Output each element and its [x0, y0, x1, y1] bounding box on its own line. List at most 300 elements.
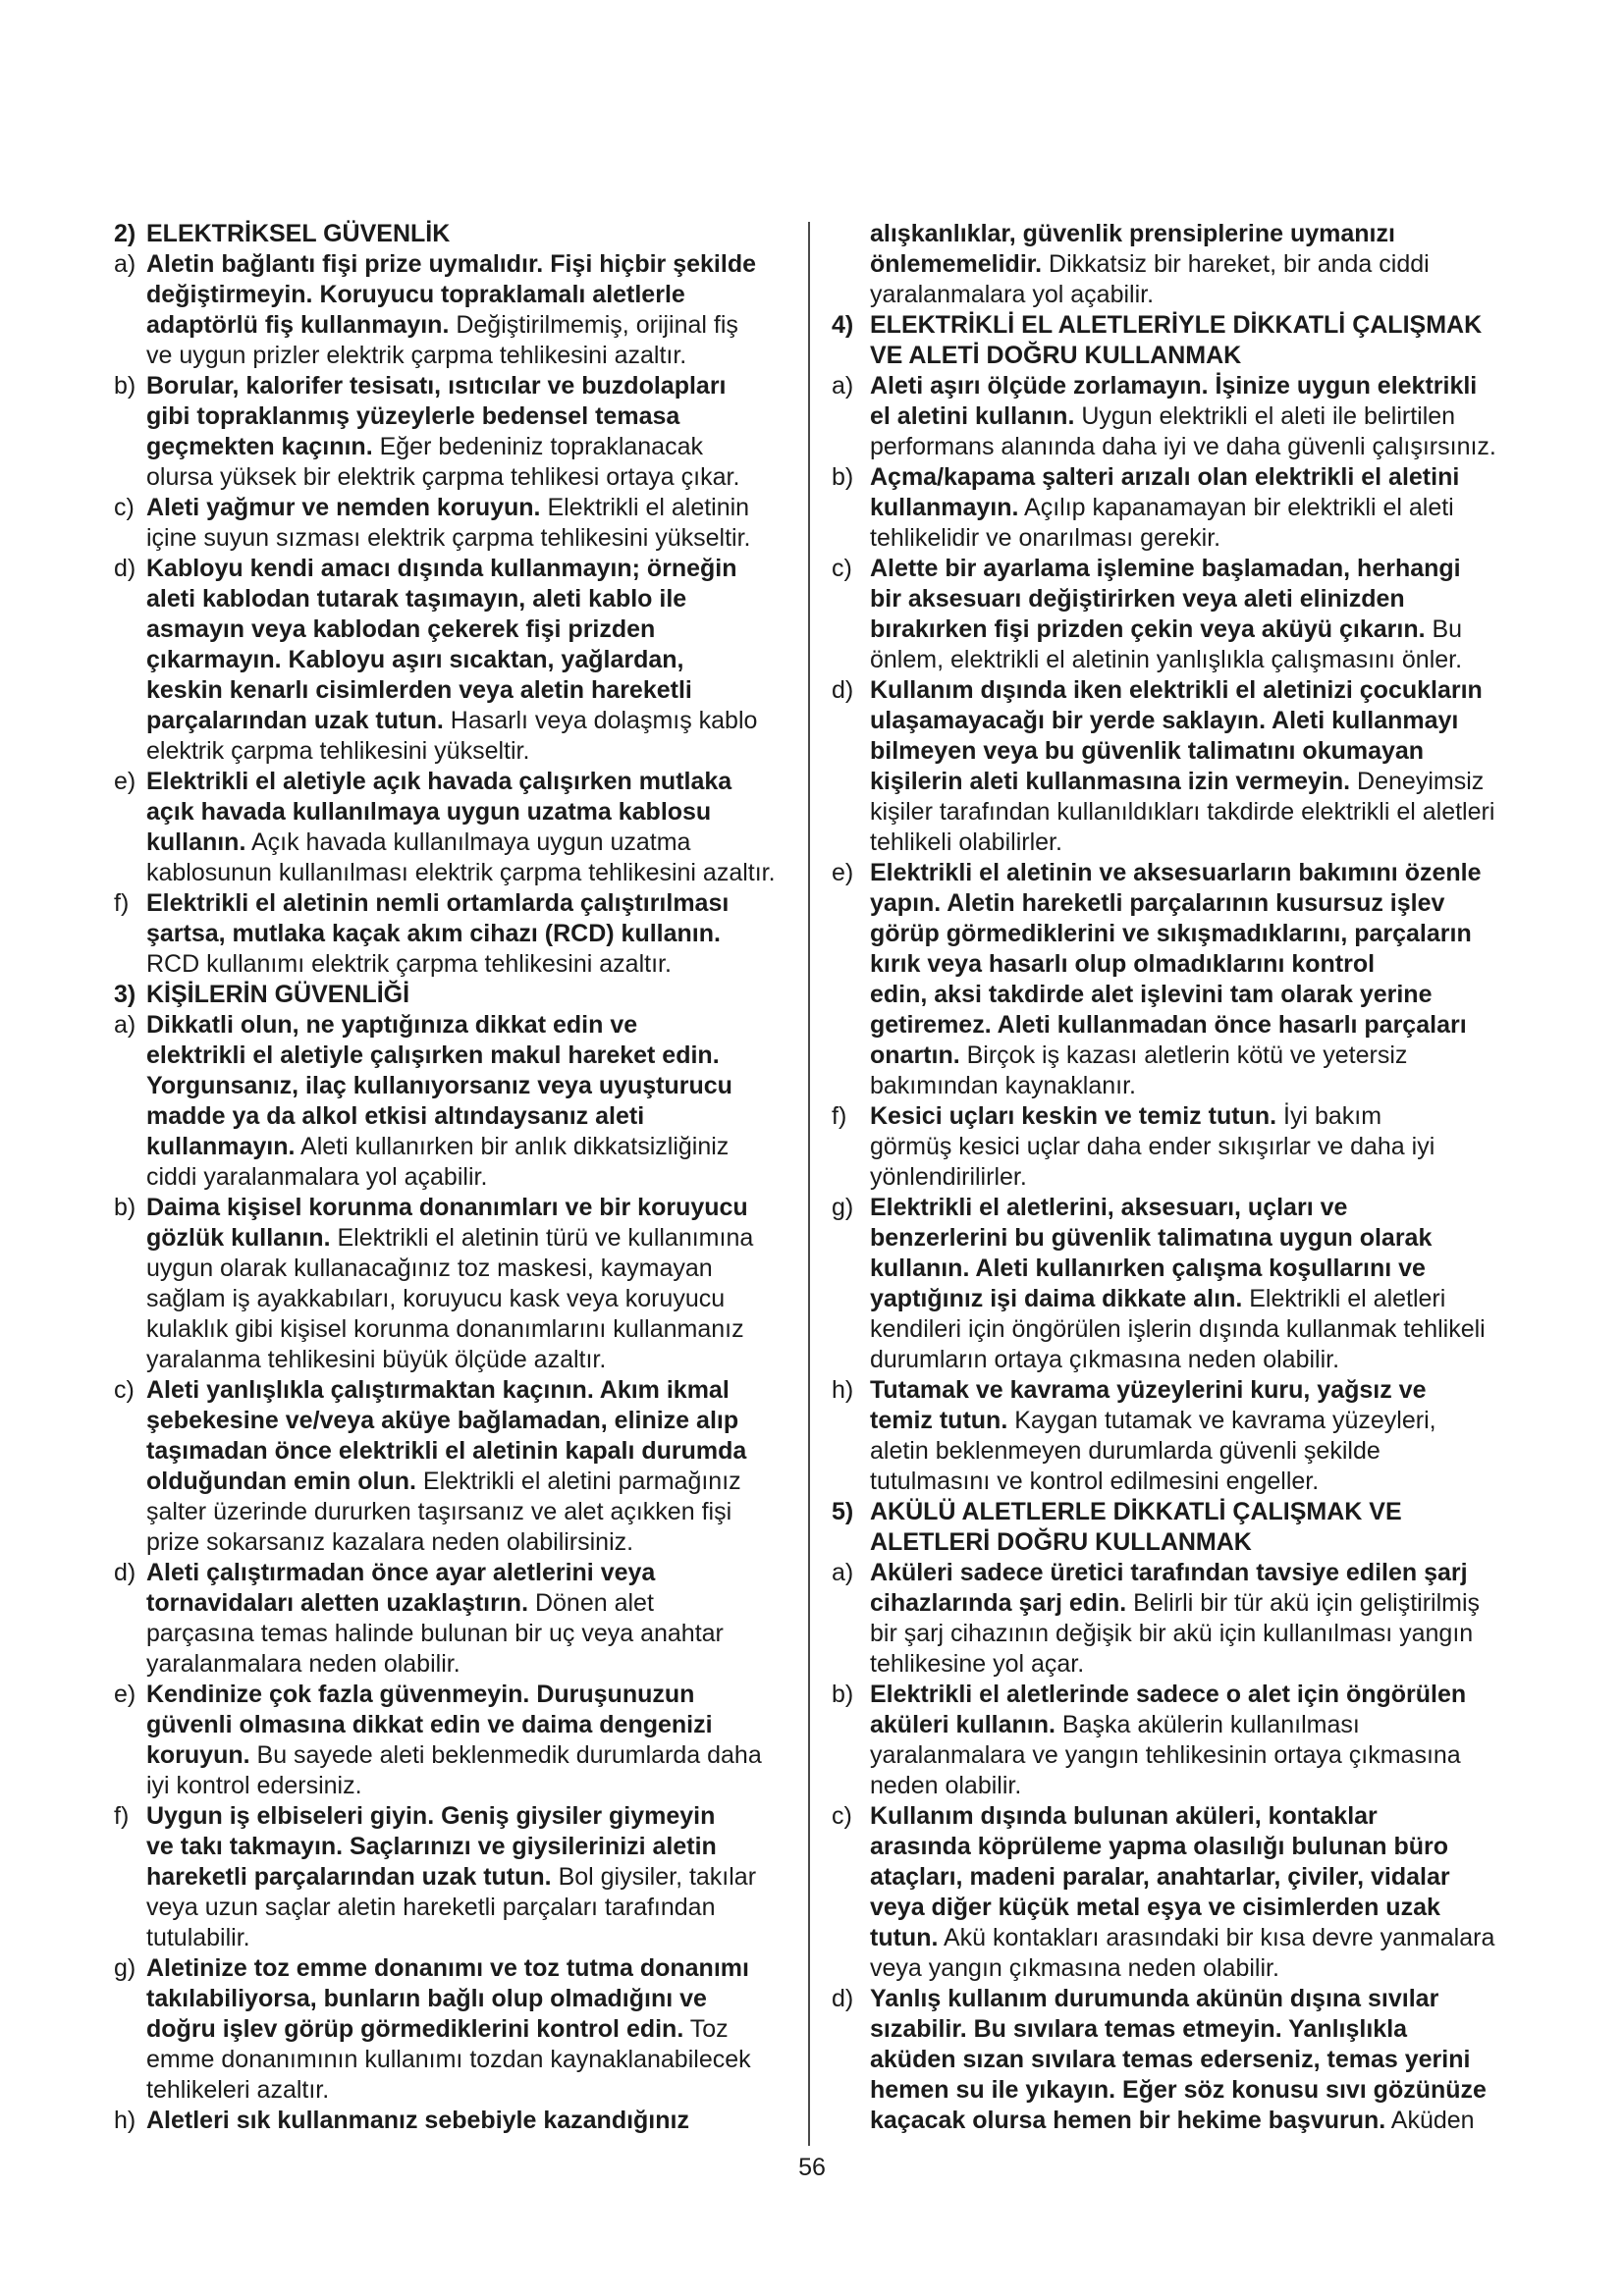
text-line — [114, 919, 791, 949]
text-line — [832, 219, 1539, 249]
text-line — [114, 1010, 791, 1041]
item-letter: h) — [114, 2107, 136, 2134]
text-line — [114, 1893, 791, 1923]
bold-text: Kendinize çok fazla güvenmeyin. Duruşunuzun — [146, 1681, 695, 1708]
text-line — [832, 949, 1539, 980]
text-line — [832, 2045, 1539, 2075]
text-line — [114, 767, 791, 797]
text-line — [832, 1527, 1539, 1558]
bold-text: güvenli olmasına dikkat edin ve daima dengenizi — [146, 1711, 713, 1738]
bold-text: takılabiliyorsa, bunların bağlı olup olmadığını ve — [146, 1985, 707, 2012]
text-line — [114, 554, 791, 584]
text-line — [114, 1041, 791, 1071]
item-letter: e) — [832, 859, 854, 886]
text-line — [114, 1771, 791, 1801]
bold-text: arasında köprüleme yapma olasılığı bulunan büro — [870, 1833, 1449, 1860]
text-line — [114, 2106, 791, 2136]
text-line — [832, 1984, 1539, 2014]
bold-text: kullanın. — [146, 828, 246, 856]
text-line — [114, 1558, 791, 1588]
text-line — [114, 1436, 791, 1467]
text-line — [114, 1497, 791, 1527]
text-line — [832, 1649, 1539, 1680]
body-text: kulaklık gibi kişisel korunma donanımlarını kullanmanız — [146, 1315, 744, 1343]
text-line — [114, 1284, 791, 1314]
text-line — [114, 371, 791, 401]
text-line — [832, 1862, 1539, 1893]
text-line — [832, 1436, 1539, 1467]
bold-text: kullanmayın. — [870, 494, 1019, 521]
text-line — [832, 888, 1539, 919]
body-text: sağlam iş ayakkabıları, koruyucu kask veya koruyucu — [146, 1285, 726, 1312]
text-line — [114, 280, 791, 310]
text-line — [832, 2075, 1539, 2106]
body-text: neden olabilir. — [870, 1772, 1022, 1799]
bold-text: parçalarından uzak tutun. — [146, 707, 444, 734]
text-line — [114, 1132, 791, 1162]
text-line — [832, 828, 1539, 858]
bold-text: aküleri kullanın. — [870, 1711, 1056, 1738]
bold-text: edin, aksi takdirde alet işlevini tam olarak yerine — [870, 981, 1433, 1008]
body-text: yaralanma tehlikesini büyük ölçüde azaltır. — [146, 1346, 607, 1373]
section-number: 4) — [832, 311, 854, 339]
text-line — [832, 919, 1539, 949]
body-text: tehlikeleri azaltır. — [146, 2076, 330, 2104]
item-letter: f) — [114, 889, 130, 917]
body-text: Dikkatsiz bir hareket, bir anda ciddi — [1042, 250, 1430, 278]
bold-text: hemen su ile yıkayın. Eğer söz konusu sıvı gözünüze — [870, 2076, 1487, 2104]
bold-text: Aküleri sadece üretici tarafından tavsiye edilen şarj — [870, 1559, 1468, 1586]
text-line — [832, 2014, 1539, 2045]
text-line — [832, 1162, 1539, 1193]
item-letter: d) — [832, 1985, 854, 2012]
text-line — [832, 1345, 1539, 1375]
text-line — [832, 523, 1539, 554]
body-text: Deneyimsiz — [1350, 768, 1485, 795]
body-text: Dönen alet — [528, 1589, 654, 1617]
body-text: yaralanmalara yol açabilir. — [870, 281, 1155, 308]
bold-text: Tutamak ve kavrama yüzeylerini kuru, yağsız ve — [870, 1376, 1427, 1404]
body-text: tutulabilir. — [146, 1924, 250, 1951]
text-line — [114, 1071, 791, 1101]
text-line — [832, 1923, 1539, 1953]
text-line — [832, 341, 1539, 371]
body-text: Bu — [1425, 615, 1463, 643]
bold-text: gözlük kullanın. — [146, 1224, 331, 1252]
text-line — [114, 2075, 791, 2106]
bold-text: elektrikli el aletiyle çalışırken makul hareket edin. — [146, 1041, 720, 1069]
bold-text: ELEKTRİKSEL GÜVENLİK — [146, 220, 451, 247]
body-text: kendileri için öngörülen işlerin dışında kullanmak tehlikeli — [870, 1315, 1486, 1343]
bold-text: değiştirmeyin. Koruyucu topraklamalı aletlerle — [146, 281, 685, 308]
text-line — [832, 1497, 1539, 1527]
item-letter: a) — [114, 1011, 136, 1039]
text-line — [832, 1375, 1539, 1406]
bold-text: kişilerin aleti kullanmasına izin vermeyin. — [870, 768, 1351, 795]
text-line — [114, 888, 791, 919]
text-line — [832, 1619, 1539, 1649]
bold-text: sızabilir. Bu sıvılara temas etmeyin. Yanlışlıkla — [870, 2015, 1408, 2043]
text-line — [832, 1680, 1539, 1710]
text-line — [114, 584, 791, 614]
text-line — [114, 858, 791, 888]
bold-text: aleti kablodan tutarak taşımayın, aleti kablo ile — [146, 585, 687, 613]
bold-text: Elektrikli el aletlerini, aksesuarı, uçları ve — [870, 1194, 1348, 1221]
bold-text: el aletini kullanın. — [870, 402, 1075, 430]
bold-text: Alette bir ayarlama işlemine başlamadan, herhangi — [870, 555, 1461, 582]
text-line — [832, 554, 1539, 584]
text-line — [114, 1101, 791, 1132]
text-line — [114, 2045, 791, 2075]
body-text: Belirli bir tür akü için geliştirilmiş — [1126, 1589, 1481, 1617]
text-line — [832, 1710, 1539, 1740]
bold-text: tornavidaları aletten uzaklaştırın. — [146, 1589, 529, 1617]
bold-text: onartın. — [870, 1041, 960, 1069]
bold-text: Açma/kapama şalteri arızalı olan elektrikli el aletini — [870, 463, 1460, 491]
bold-text: Aletleri sık kullanmanız sebebiyle kazandığınız — [146, 2107, 689, 2134]
item-letter: d) — [114, 555, 136, 582]
text-line — [114, 1193, 791, 1223]
bold-text: açık havada kullanılmaya uygun uzatma kablosu — [146, 798, 712, 826]
text-line — [114, 797, 791, 828]
bold-text: Kesici uçları keskin ve temiz tutun. — [870, 1102, 1277, 1130]
bold-text: Aletin bağlantı fişi prize uymalıdır. Fişi hiçbir şekilde — [146, 250, 756, 278]
right-column — [832, 219, 1539, 2136]
text-line — [114, 706, 791, 736]
item-letter: g) — [114, 1954, 136, 1982]
bold-text: benzerlerini bu güvenlik talimatına uygun olarak — [870, 1224, 1433, 1252]
body-text: yönlendirilirler. — [870, 1163, 1027, 1191]
bold-text: çıkarmayın. Kabloyu aşırı sıcaktan, yağlardan, — [146, 646, 684, 673]
text-line — [832, 1193, 1539, 1223]
bold-text: şartsa, mutlaka kaçak akım cihazı (RCD) kullanın. — [146, 920, 721, 947]
bold-text: görüp görmediklerini ve sıkışmadıklarını, parçaların — [870, 920, 1472, 947]
bold-text: Yorgunsanız, ilaç kullanıyorsanız veya uyuşturucu — [146, 1072, 732, 1099]
bold-text: ulaşamayacağı bir yerde saklayın. Aleti kullanmayı — [870, 707, 1459, 734]
body-text: ve uygun prizler elektrik çarpma tehlikesini azaltır. — [146, 342, 687, 369]
bold-text: Aleti aşırı ölçüde zorlamayın. İşinize uygun elektrikli — [870, 372, 1478, 400]
text-line — [114, 1984, 791, 2014]
text-line — [832, 614, 1539, 645]
bold-text: ve takı takmayın. Saçlarınızı ve giysilerinizi aletin — [146, 1833, 717, 1860]
body-text: Elektrikli el aletleri — [1242, 1285, 1446, 1312]
bold-text: Kullanım dışında bulunan aküleri, kontaklar — [870, 1802, 1378, 1830]
body-text: durumların ortaya çıkmasına neden olabilir. — [870, 1346, 1340, 1373]
body-text: Eğer bedeniniz topraklanacak — [372, 433, 703, 460]
text-line — [832, 767, 1539, 797]
text-line — [832, 1467, 1539, 1497]
item-letter: c) — [114, 494, 135, 521]
body-text: aletin beklenmeyen durumlarda güvenli şekilde — [870, 1437, 1380, 1465]
item-letter: g) — [832, 1194, 854, 1221]
text-line — [114, 1923, 791, 1953]
body-text: olursa yüksek bir elektrik çarpma tehlikesi ortaya çıkar. — [146, 463, 740, 491]
body-text: İyi bakım — [1276, 1102, 1382, 1130]
bold-text: Daima kişisel korunma donanımları ve bir koruyucu — [146, 1194, 748, 1221]
body-text: Bol giysiler, takılar — [551, 1863, 757, 1891]
text-line — [114, 401, 791, 432]
text-line — [832, 1284, 1539, 1314]
text-line — [114, 1649, 791, 1680]
text-line — [114, 2014, 791, 2045]
bold-text: kullanmayın. — [146, 1133, 296, 1160]
text-line — [832, 645, 1539, 675]
body-text: yaralanmalara neden olabilir. — [146, 1650, 460, 1678]
bold-text: Aleti çalıştırmadan önce ayar aletlerini veya — [146, 1559, 656, 1586]
bold-text: yapın. Aletin hareketli parçalarının kusursuz işlev — [870, 889, 1445, 917]
text-line — [114, 341, 791, 371]
bold-text: Kabloyu kendi amacı dışında kullanmayın; örneğin — [146, 555, 737, 582]
body-text: iyi kontrol edersiniz. — [146, 1772, 362, 1799]
bold-text: getiremez. Aleti kullanmadan önce hasarlı parçaları — [870, 1011, 1467, 1039]
text-line — [114, 1588, 791, 1619]
text-line — [832, 1041, 1539, 1071]
bold-text: kullanın. Aleti kullanırken çalışma koşullarını ve — [870, 1255, 1426, 1282]
text-line — [832, 1771, 1539, 1801]
body-text: Başka akülerin kullanılması — [1055, 1711, 1360, 1738]
text-line — [832, 1314, 1539, 1345]
text-line — [832, 1832, 1539, 1862]
text-line — [832, 1558, 1539, 1588]
bold-text: şebekesine ve/veya aküye bağlamadan, elinize alıp — [146, 1407, 739, 1434]
item-letter: h) — [832, 1376, 854, 1404]
body-text: görmüş kesici uçlar daha ender sıkışırlar ve daha iyi — [870, 1133, 1435, 1160]
text-line — [114, 1254, 791, 1284]
text-line — [832, 858, 1539, 888]
body-text: RCD kullanımı elektrik çarpma tehlikesini azaltır. — [146, 950, 672, 978]
text-line — [832, 401, 1539, 432]
bold-text: Uygun iş elbiseleri giyin. Geniş giysiler giymeyin — [146, 1802, 716, 1830]
body-text: Açık havada kullanılmaya uygun uzatma — [245, 828, 691, 856]
body-text: Bu sayede aleti beklenmedik durumlarda daha — [249, 1741, 762, 1769]
body-text: tutulmasını ve kontrol edilmesini engeller. — [870, 1468, 1320, 1495]
text-line — [114, 310, 791, 341]
body-text: Aküden — [1385, 2107, 1475, 2134]
bold-text: Elektrikli el aletinin nemli ortamlarda çalıştırılması — [146, 889, 730, 917]
bold-text: hareketli parçalarından uzak tutun. — [146, 1863, 552, 1891]
body-text: bir şarj cihazının değişik bir akü için kullanılması yangın — [870, 1620, 1474, 1647]
bold-text: aküden sızan sıvılara temas ederseniz, temas yerini — [870, 2046, 1471, 2073]
text-line — [832, 1801, 1539, 1832]
text-line — [832, 1071, 1539, 1101]
text-line — [114, 614, 791, 645]
bold-text: adaptörlü fiş kullanmayın. — [146, 311, 450, 339]
text-line — [832, 371, 1539, 401]
section-number: 3) — [114, 981, 136, 1008]
body-text: tehlikeli olabilirler. — [870, 828, 1062, 856]
body-text: bakımından kaynaklanır. — [870, 1072, 1136, 1099]
bold-text: geçmekten kaçının. — [146, 433, 373, 460]
bold-text: temiz tutun. — [870, 1407, 1008, 1434]
body-text: Kaygan tutamak ve kavrama yüzeyleri, — [1007, 1407, 1436, 1434]
bold-text: ELEKTRİKLİ EL ALETLERİYLE DİKKATLİ ÇALIŞMAK — [870, 311, 1483, 339]
text-line — [114, 949, 791, 980]
item-letter: d) — [832, 676, 854, 704]
bold-text: Dikkatli olun, ne yaptığınıza dikkat edin ve — [146, 1011, 638, 1039]
bold-text: taşımadan önce elektrikli el aletinin kapalı durumda — [146, 1437, 747, 1465]
bold-text: bilmeyen veya bu güvenlik talimatını okumayan — [870, 737, 1425, 765]
text-line — [832, 1010, 1539, 1041]
text-line — [114, 1832, 791, 1862]
text-line — [114, 493, 791, 523]
text-line — [832, 675, 1539, 706]
bold-text: VE ALETİ DOĞRU KULLANMAK — [870, 342, 1242, 369]
body-text: Açılıp kapanamayan bir elektrikli el aleti — [1018, 494, 1454, 521]
text-line — [114, 1953, 791, 1984]
text-line — [832, 1893, 1539, 1923]
bold-text: Aletinize toz emme donanımı ve toz tutma donanımı — [146, 1954, 749, 1982]
bold-text: Yanlış kullanım durumunda akünün dışına sıvılar — [870, 1985, 1439, 2012]
text-line — [114, 1862, 791, 1893]
text-line — [114, 1710, 791, 1740]
text-line — [832, 1740, 1539, 1771]
text-line — [832, 249, 1539, 280]
text-line — [114, 1740, 791, 1771]
body-text: elektrik çarpma tehlikesini yükseltir. — [146, 737, 530, 765]
text-line — [114, 219, 791, 249]
section-number: 5) — [832, 1498, 854, 1525]
text-line — [114, 1619, 791, 1649]
body-text: Uygun elektrikli el aleti ile belirtilen — [1074, 402, 1456, 430]
text-line — [832, 1132, 1539, 1162]
text-line — [832, 462, 1539, 493]
text-line — [832, 1406, 1539, 1436]
text-line — [832, 1254, 1539, 1284]
text-line — [114, 1345, 791, 1375]
item-letter: c) — [832, 1802, 852, 1830]
bold-text: koruyun. — [146, 1741, 250, 1769]
body-text: şalter üzerinde dururken taşırsanız ve alet açıkken fişi — [146, 1498, 732, 1525]
column-divider — [808, 222, 810, 2146]
text-line — [832, 432, 1539, 462]
text-line — [114, 736, 791, 767]
bold-text: Kullanım dışında iken elektrikli el aletinizi çocukların — [870, 676, 1483, 704]
body-text: emme donanımının kullanımı tozdan kaynaklanabilecek — [146, 2046, 751, 2073]
text-line — [114, 1527, 791, 1558]
item-letter: b) — [832, 1681, 854, 1708]
body-text: ciddi yaralanmalara yol açabilir. — [146, 1163, 488, 1191]
text-line — [832, 2106, 1539, 2136]
bold-text: Aleti yanlışlıkla çalıştırmaktan kaçının. Akım ikmal — [146, 1376, 730, 1404]
text-line — [832, 584, 1539, 614]
item-letter: e) — [114, 1681, 136, 1708]
body-text: tehlikelidir ve onarılması gerekir. — [870, 524, 1221, 552]
item-letter: a) — [832, 1559, 854, 1586]
item-letter: e) — [114, 768, 136, 795]
body-text: Aleti kullanırken bir anlık dikkatsizliğiniz — [295, 1133, 730, 1160]
body-text: Akü kontakları arasındaki bir kısa devre yanmalara — [938, 1924, 1495, 1951]
text-line — [114, 1223, 791, 1254]
body-text: parçasına temas halinde bulunan bir uç veya anahtar — [146, 1620, 724, 1647]
bold-text: Borular, kalorifer tesisatı, ısıtıcılar ve buzdolapları — [146, 372, 727, 400]
item-letter: f) — [114, 1802, 130, 1830]
body-text: veya yangın çıkmasına neden olabilir. — [870, 1954, 1279, 1982]
bold-text: asmayın veya kablodan çekerek fişi prizden — [146, 615, 656, 643]
page-number: 56 — [798, 2154, 826, 2181]
left-column — [114, 219, 791, 2136]
item-letter: b) — [832, 463, 854, 491]
body-text: uygun olarak kullanacağınız toz maskesi, kaymayan — [146, 1255, 713, 1282]
item-letter: b) — [114, 1194, 136, 1221]
text-line — [832, 1588, 1539, 1619]
text-line — [832, 280, 1539, 310]
body-text: içine suyun sızması elektrik çarpma tehlikesini yükseltir. — [146, 524, 751, 552]
body-text: yaralanmalara ve yangın tehlikesinin ortaya çıkmasına — [870, 1741, 1461, 1769]
bold-text: Elektrikli el aletinin ve aksesuarların bakımını özenle — [870, 859, 1482, 886]
bold-text: KİŞİLERİN GÜVENLİĞİ — [146, 981, 410, 1008]
text-line — [832, 493, 1539, 523]
bold-text: yaptığınız işi daima dikkate alın. — [870, 1285, 1243, 1312]
bold-text: kırık veya hasarlı olup olmadıklarını kontrol — [870, 950, 1376, 978]
bold-text: bırakırken fişi prizden çekin veya aküyü çıkarın. — [870, 615, 1426, 643]
text-line — [114, 980, 791, 1010]
text-line — [114, 1801, 791, 1832]
bold-text: kaçacak olursa hemen bir hekime başvurun. — [870, 2107, 1386, 2134]
item-letter: d) — [114, 1559, 136, 1586]
bold-text: tutun. — [870, 1924, 939, 1951]
item-letter: a) — [832, 372, 854, 400]
text-line — [832, 797, 1539, 828]
text-line — [114, 1162, 791, 1193]
item-letter: c) — [114, 1376, 135, 1404]
item-letter: a) — [114, 250, 136, 278]
text-line — [114, 1680, 791, 1710]
text-line — [832, 1953, 1539, 1984]
item-letter: b) — [114, 372, 136, 400]
bold-text: ataçları, madeni paralar, anahtarlar, çiviler, vidalar — [870, 1863, 1450, 1891]
text-line — [114, 1467, 791, 1497]
body-text: Elektrikli el aletinin türü ve kullanımına — [330, 1224, 754, 1252]
bold-text: veya diğer küçük metal eşya ve cisimlerden uzak — [870, 1894, 1440, 1921]
text-line — [114, 645, 791, 675]
text-line — [114, 1406, 791, 1436]
bold-text: Elektrikli el aletiyle açık havada çalışırken mutlaka — [146, 768, 732, 795]
text-line — [114, 462, 791, 493]
item-letter: f) — [832, 1102, 847, 1130]
bold-text: cihazlarında şarj edin. — [870, 1589, 1127, 1617]
bold-text: bir aksesuarı değiştirirken veya aleti elinizden — [870, 585, 1405, 613]
text-line — [114, 249, 791, 280]
text-line — [832, 706, 1539, 736]
body-text: Toz — [683, 2015, 729, 2043]
bold-text: Aleti yağmur ve nemden koruyun. — [146, 494, 541, 521]
body-text: Elektrikli el aletinin — [540, 494, 750, 521]
text-line — [832, 736, 1539, 767]
body-text: Birçok iş kazası aletlerin kötü ve yetersiz — [959, 1041, 1408, 1069]
bold-text: AKÜLÜ ALETLERLE DİKKATLİ ÇALIŞMAK VE — [870, 1498, 1402, 1525]
body-text: veya uzun saçlar aletin hareketli parçaları tarafından — [146, 1894, 716, 1921]
text-line — [114, 828, 791, 858]
bold-text: doğru işlev görüp görmediklerini kontrol edin. — [146, 2015, 684, 2043]
text-line — [114, 523, 791, 554]
bold-text: önlememelidir. — [870, 250, 1043, 278]
section-number: 2) — [114, 220, 136, 247]
bold-text: ALETLERİ DOĞRU KULLANMAK — [870, 1528, 1252, 1556]
body-text: önlem, elektrikli el aletinin yanlışlıkla çalışmasını önler. — [870, 646, 1463, 673]
text-line — [832, 310, 1539, 341]
text-line — [114, 1314, 791, 1345]
bold-text: madde ya da alkol etkisi altındaysanız aleti — [146, 1102, 645, 1130]
body-text: kablosunun kullanılması elektrik çarpma tehlikesini azaltır. — [146, 859, 776, 886]
bold-text: keskin kenarlı cisimlerden veya aletin hareketli — [146, 676, 692, 704]
body-text: tehlikesine yol açar. — [870, 1650, 1085, 1678]
bold-text: alışkanlıklar, güvenlik prensiplerine uymanızı — [870, 220, 1395, 247]
bold-text: Elektrikli el aletlerinde sadece o alet için öngörülen — [870, 1681, 1467, 1708]
text-line — [832, 980, 1539, 1010]
text-line — [114, 432, 791, 462]
text-line — [114, 1375, 791, 1406]
body-text: Değiştirilmemiş, orijinal fiş — [449, 311, 738, 339]
